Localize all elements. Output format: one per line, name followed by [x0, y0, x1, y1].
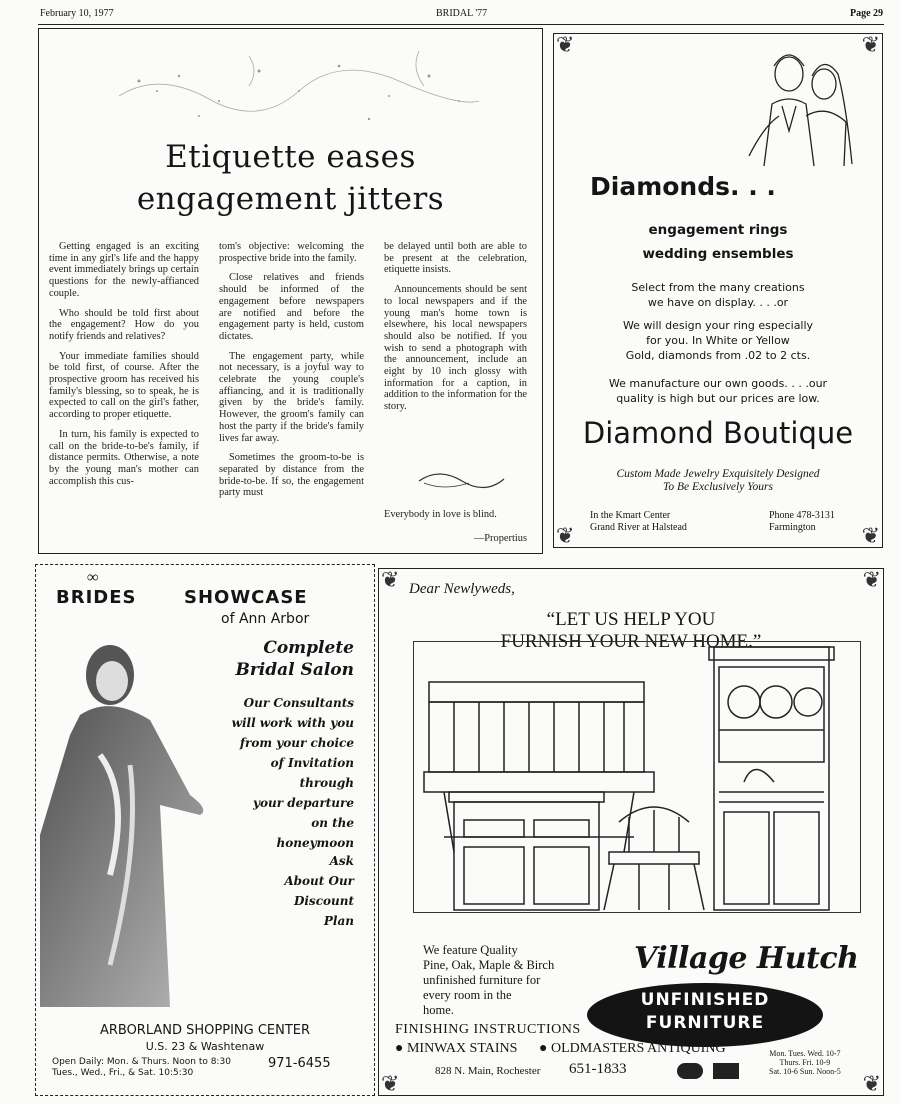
village-hutch-ad	[378, 568, 884, 1096]
village-hutch-brand: Village Hutch	[634, 941, 859, 976]
page-number: Page 29	[850, 8, 884, 19]
corner-ornament-icon: ❦	[381, 1071, 400, 1096]
arborland-center: ARBORLAND SHOPPING CENTER	[99, 1023, 311, 1038]
text-line: home.	[423, 1003, 454, 1017]
brides-showcase-ad	[35, 564, 375, 1096]
credit-card-icon	[713, 1063, 739, 1079]
text-line: Gold, diamonds from .02 to 2 cts.	[625, 349, 811, 362]
headline-line-2: FURNISH YOUR NEW HOME.”	[500, 631, 762, 652]
issue-date: February 10, 1977	[40, 8, 114, 19]
phone-number: 971-6455	[268, 1056, 331, 1071]
text-line: from your choice	[239, 736, 354, 750]
header-rule	[38, 24, 884, 25]
paragraph: In turn, his family is expected to call on the bride-to-be's family, if distance permits. Otherwise, a note by the young man's mother can accomplish this cus-	[49, 428, 199, 487]
text-line: Grand River at Halstead	[590, 522, 687, 533]
article-column-1	[49, 241, 199, 495]
tagline	[554, 468, 882, 494]
manufacture-text	[554, 376, 882, 406]
corner-ornament-icon: ❦	[381, 567, 400, 592]
text-line: every room in the	[423, 988, 512, 1002]
text-line: Open Daily: Mon. & Thurs. Noon to 8:30	[52, 1057, 231, 1067]
bride-photo	[40, 635, 220, 1007]
text-line: Tues., Wed., Fri., & Sat. 10:5:30	[52, 1068, 194, 1078]
text-line: Bridal Salon	[235, 660, 354, 680]
text-line: your departure	[253, 796, 354, 810]
corner-ornament-icon: ❦	[556, 32, 575, 57]
hutch-hours	[769, 1049, 841, 1076]
bride-groom-illustration-icon	[744, 46, 864, 176]
arborland-road: U.S. 23 & Washtenaw	[145, 1040, 265, 1053]
text-line: Thurs. Fri. 10-9	[779, 1058, 831, 1067]
engagement-rings-text: engagement rings	[648, 222, 788, 238]
paragraph: Your immediate families should be told first, of course. After the prospective groom has received his family's blessing, so to speak, he is expected to call on the girl's father, according to proper etiquette.	[49, 350, 199, 421]
text-line: Ask	[329, 854, 354, 868]
oldmasters-antiquing: ● OLDMASTERS ANTIQUING	[539, 1041, 726, 1056]
text-line: In the Kmart Center	[590, 510, 671, 521]
credit-card-icon	[677, 1063, 703, 1079]
wedding-ensembles-text: wedding ensembles	[642, 246, 794, 262]
discount-plan-text	[284, 851, 354, 931]
text-line: Mon. Tues. Wed. 10-7	[769, 1049, 841, 1058]
text-line: We manufacture our own goods. . . .our	[608, 377, 828, 390]
corner-ornament-icon: ❦	[861, 523, 880, 548]
paragraph: be delayed until both are able to be present at the celebration, etiquette insists.	[384, 241, 527, 276]
section-title: BRIDAL '77	[436, 8, 488, 19]
text-line: Select from the many creations	[631, 281, 805, 294]
furniture-illustration-frame	[413, 641, 861, 913]
hutch-phone: 651-1833	[569, 1061, 627, 1077]
quote-author: —Propertius	[473, 533, 527, 544]
store-hours	[52, 1057, 231, 1079]
rings-logo-icon: ∞	[87, 569, 99, 586]
corner-ornament-icon: ❦	[861, 32, 880, 57]
text-line: through	[299, 776, 354, 790]
text-line: will work with you	[231, 716, 354, 730]
diamonds-heading: Diamonds. . .	[590, 172, 776, 201]
paragraph: Sometimes the groom-to-be is separated by distance from the bride-to-be. If so, the engagement party must	[219, 452, 364, 499]
article-column-3	[384, 241, 527, 421]
paragraph: Who should be told first about the engagement? How do you notify friends and relatives?	[49, 307, 199, 342]
store-location	[590, 510, 687, 534]
text-line: Our Consultants	[243, 696, 354, 710]
paragraph: Close relatives and friends should be informed of the engagement before newspapers are notified and before the engagement party is held, custom dictates.	[219, 272, 364, 342]
headline-line-1: Etiquette eases	[165, 139, 416, 175]
text-line: Complete	[263, 638, 354, 658]
brides-word: BRIDES	[56, 587, 137, 608]
text-line: Pine, Oak, Maple & Birch	[423, 958, 555, 972]
text-line: for you. In White or Yellow	[646, 334, 790, 347]
consultants-text	[232, 693, 354, 853]
text-line: on the	[311, 816, 354, 830]
minwax-stains: ● MINWAX STAINS	[395, 1041, 518, 1056]
decorative-floral-art	[99, 41, 489, 136]
phone-number: Phone 478-3131	[769, 510, 835, 521]
oval-line-1: UNFINISHED	[640, 990, 770, 1010]
hutch-address: 828 N. Main, Rochester	[435, 1065, 541, 1077]
corner-ornament-icon: ❦	[556, 523, 575, 548]
text-line: To Be Exclusively Yours	[663, 481, 773, 493]
paragraph: The engagement party, while not necessary, is a joyful way to celebrate the young couple's affiancing, and it is traditionally given by the bride's family. However, the groom's family can host the party if the bride's family lives far away.	[219, 350, 364, 444]
text-line: honeymoon	[276, 836, 354, 850]
text-line: Custom Made Jewelry Exquisitely Designed	[616, 468, 820, 480]
text-line: Plan	[323, 914, 354, 928]
complete-bridal-salon	[235, 637, 354, 681]
text-line: of Invitation	[270, 756, 354, 770]
headline-line-2: engagement jitters	[136, 181, 445, 217]
oval-line-2: FURNITURE	[645, 1013, 765, 1033]
headline-line-1: “LET US HELP YOU	[546, 609, 716, 630]
unfinished-furniture-oval	[587, 983, 823, 1047]
store-contact	[769, 510, 835, 534]
swash-ornament	[414, 469, 509, 491]
diamond-boutique-ad	[553, 33, 883, 548]
paragraph: Announcements should be sent to local newspapers and if the young man's home town is elsewhere, his local newspapers should also be notified. If you wish to send a photograph with the announcement, include an eight by 10 inch glossy with information for a caption, in addition to the information for the story.	[384, 284, 527, 413]
text-line: quality is high but our prices are low.	[616, 392, 820, 405]
article-panel	[38, 28, 543, 554]
paragraph: tom's objective: welcoming the prospective bride into the family.	[219, 241, 364, 264]
quote: Everybody in love is blind.	[384, 509, 497, 520]
text-line: Discount	[293, 894, 354, 908]
diamond-boutique-brand: Diamond Boutique	[582, 416, 854, 450]
text-line: We will design your ring especially	[622, 319, 814, 332]
showcase-word: SHOWCASE	[184, 587, 308, 608]
article-column-2	[219, 241, 364, 507]
city: Farmington	[769, 522, 816, 533]
text-line: we have on display. . . .or	[647, 296, 789, 309]
corner-ornament-icon: ❦	[862, 1071, 881, 1096]
furniture-illustration	[414, 642, 860, 912]
text-line: Sat. 10-6 Sun. Noon-5	[769, 1067, 841, 1076]
of-ann-arbor: of Ann Arbor	[221, 611, 310, 627]
paragraph: Getting engaged is an exciting time in any girl's life and the happy event immediately brings up certain questions for the newly-affianced couple.	[49, 241, 199, 299]
text-line: We feature Quality	[423, 943, 518, 957]
text-line: About Our	[284, 874, 354, 888]
design-text	[554, 318, 882, 363]
text-line: unfinished furniture for	[423, 973, 541, 987]
finishing-instructions: FINISHING INSTRUCTIONS	[395, 1022, 581, 1037]
corner-ornament-icon: ❦	[862, 567, 881, 592]
greeting: Dear Newlyweds,	[409, 581, 515, 597]
feature-text	[423, 943, 554, 1018]
creations-text	[554, 280, 882, 310]
